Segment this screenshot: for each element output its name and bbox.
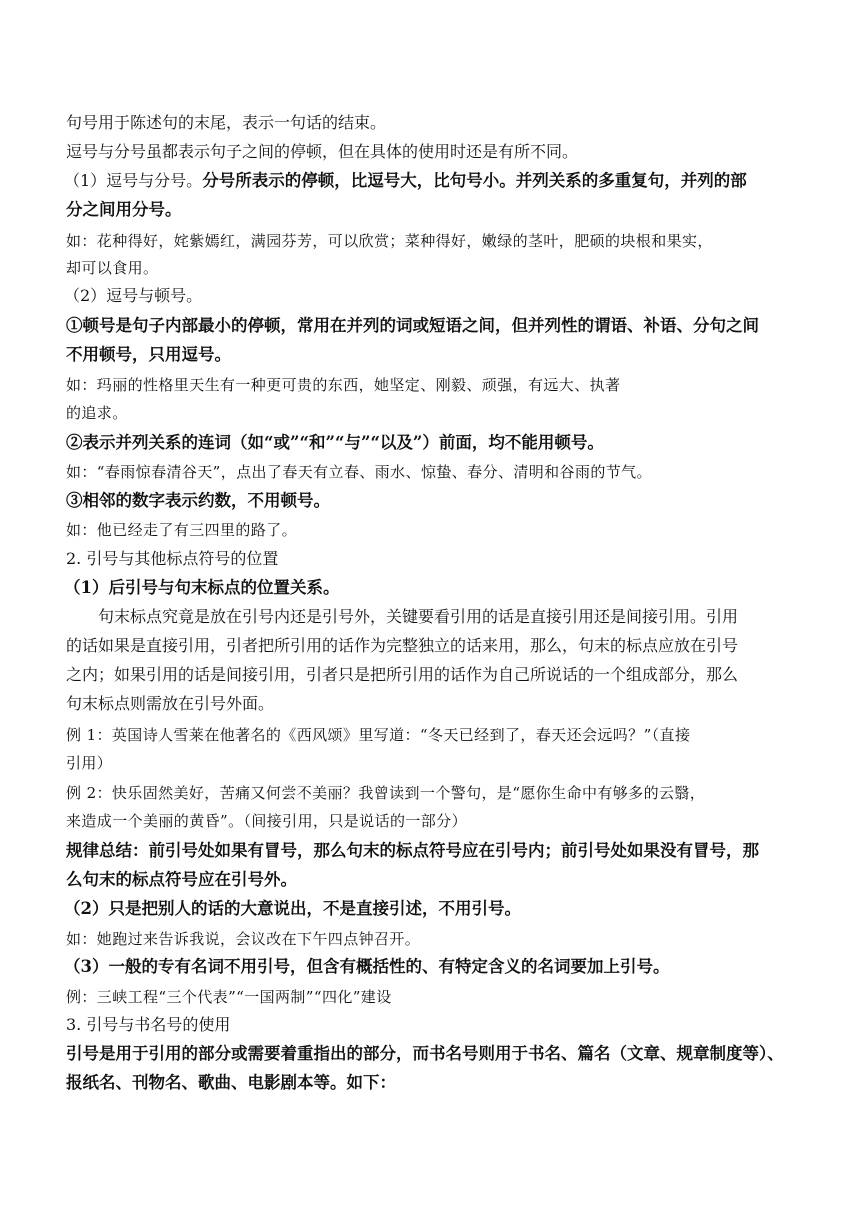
- example-line: 例 2：快乐固然美好，苦痛又何尝不美丽？我曾读到一个警句，是“愿你生命中有够多的云翳，: [66, 784, 706, 802]
- paragraph-line: 句末标点则需放在引号外面。: [66, 694, 275, 713]
- example-line: 如：他已经走了有三四里的路了。: [66, 521, 298, 539]
- bold-rule: （2）只是把别人的话的大意说出，不是直接引述，不用引号。: [64, 899, 521, 918]
- example-line: 例 1：英国诗人雪莱在他著名的《西风颂》里写道：“冬天已经到了，春天还会远吗？”（直接: [66, 726, 691, 744]
- bold-rule: 报纸名、刊物名、歌曲、电影剧本等。如下：: [66, 1073, 396, 1092]
- section-heading: （1）逗号与分号。: [64, 171, 203, 190]
- bold-rule: （3）一般的专有名词不用引号，但含有概括性的、有特定含义的名词要加上引号。: [64, 957, 670, 976]
- bold-rule: ①顿号是句子内部最小的停顿，常用在并列的词或短语之间，但并列性的谓语、补语、分句之间: [66, 316, 759, 335]
- example-line: 引用）: [66, 754, 113, 772]
- example-line: 如：玛丽的性格里天生有一种更可贵的东西，她坚定、刚毅、顽强，有远大、执著: [66, 376, 621, 394]
- section-heading: （2）逗号与顿号。: [64, 286, 203, 305]
- example-line: 如：“春雨惊春清谷天”，点出了春天有立春、雨水、惊蛰、春分、清明和谷雨的节气。: [66, 463, 652, 481]
- bold-rule: 引号是用于引用的部分或需要着重指出的部分，而书名号则用于书名、篇名（文章、规章制度等）、: [66, 1044, 784, 1063]
- paragraph-line: 之内；如果引用的话是间接引用，引者只是把所引用的话作为自己所说话的一个组成部分，那么: [66, 665, 739, 684]
- example-line: 如：她跑过来告诉我说，会议改在下午四点钟召开。: [66, 930, 421, 948]
- bold-rule: 么句末的标点符号应在引号外。: [66, 870, 297, 889]
- bold-rule: 分号所表示的停顿，比逗号大，比句号小。并列关系的多重复句，并列的部: [202, 171, 747, 190]
- bold-rule: （1）后引号与句末标点的位置关系。: [64, 578, 340, 597]
- bold-rule: 不用顿号，只用逗号。: [66, 345, 231, 364]
- bold-rule: ③相邻的数字表示约数，不用顿号。: [66, 491, 330, 510]
- text-line: 逗号与分号虽都表示句子之间的停顿，但在具体的使用时还是有所不同。: [66, 142, 579, 161]
- example-line: 来造成一个美丽的黄昏”。（间接引用，只是说话的一部分）: [66, 812, 467, 830]
- section-heading: 3. 引号与书名号的使用: [66, 1015, 231, 1034]
- bold-rule: 分之间用分号。: [66, 200, 182, 219]
- paragraph-line: 句末标点究竟是放在引号内还是引号外，关键要看引用的话是直接引用还是间接引用。引用: [98, 607, 739, 626]
- section-heading: 2. 引号与其他标点符号的位置: [66, 549, 279, 568]
- example-line: 如：花种得好，姹紫嫣红，满园芬芳，可以欣赏；菜种得好，嫩绿的茎叶，肥硕的块根和果实，: [66, 232, 713, 250]
- example-line: 的追求。: [66, 404, 128, 422]
- paragraph-line: 的话如果是直接引用，引者把所引用的话作为完整独立的话来用，那么，句末的标点应放在引号: [66, 636, 739, 655]
- text-line: [64, 170, 747, 192]
- bold-rule: ②表示并列关系的连词（如“或”“和”“与”“以及”）前面，均不能用顿号。: [66, 433, 604, 452]
- text-line: 句号用于陈述句的末尾，表示一句话的结束。: [66, 113, 387, 132]
- bold-rule: 规律总结：前引号处如果有冒号，那么句末的标点符号应在引号内；前引号处如果没有冒号，那: [66, 841, 759, 860]
- example-line: 却可以食用。: [66, 259, 159, 277]
- example-line: 例：三峡工程“三个代表”“一国两制”“四化”建设: [66, 988, 392, 1006]
